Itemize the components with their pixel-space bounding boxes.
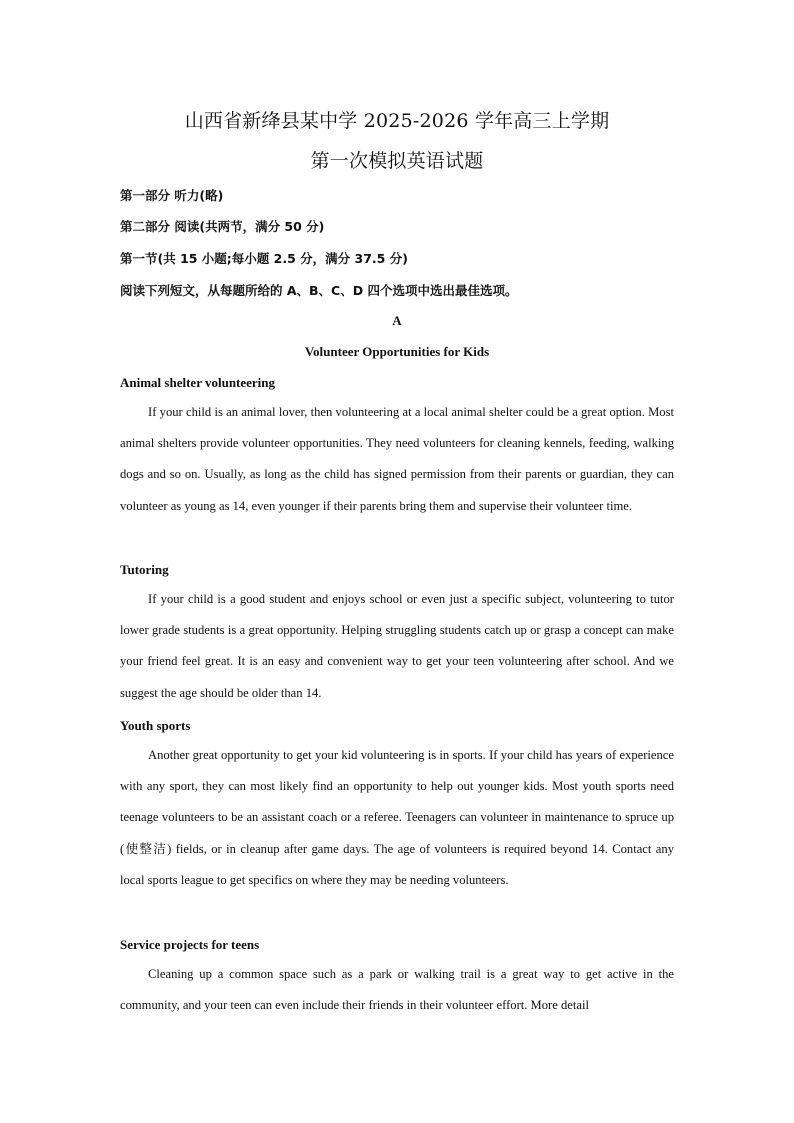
passage-title: Volunteer Opportunities for Kids [304,344,490,359]
exam-title-line1: 山西省新绛县某中学 2025-2026 学年高三上学期 [184,110,610,132]
part1-heading: 第一部分 听力(略) [120,188,224,203]
section-text-animal-shelter: If your child is an animal lover, then volunteering at a local animal shelter could be a great option. Most animal shelters provide volunteer opportunities. They need volunteers for cleaning kennels, feeding, walking dogs and so on. Usually, as long as the child has signed permission from their parents or guardian, they can volunteer as young as 14, even younger if their parents bring them and supervise their volunteer time. [120,405,674,513]
section-text-tutoring: If your child is a good student and enjoys school or even just a specific subject, volunteering to tutor lower grade students is a great opportunity. Helping struggling students catch up or grasp a concept can make your friend feel great. It is an easy and convenient way to get your teen volunteering after school. And we suggest the age should be older than 14. [120,592,674,700]
exam-title-line2: 第一次模拟英语试题 [310,150,484,172]
reading-instruction: 阅读下列短文，从每题所给的 A、B、C、D 四个选项中选出最佳选项。 [120,283,518,298]
section-heading-animal-shelter: Animal shelter volunteering [120,375,276,390]
section1-heading: 第一节(共 15 小题;每小题 2.5 分，满分 37.5 分) [120,251,408,266]
section-text-youth-sports: Another great opportunity to get your kid volunteering is in sports. If your child has years of experience with any sport, they can most likely find an opportunity to help out younger kids. Most youth sports need teenage volunteers to be an assistant coach or a referee. Teenagers can volunteer in maintenance to spruce up (使整洁) fields, or in cleanup after game days. The age of volunteers is required beyond 14. Contact any local sports league to get specifics on where they may be needing volunteers. [120,748,674,887]
section-heading-youth-sports: Youth sports [120,718,191,733]
section-heading-tutoring: Tutoring [120,562,169,577]
passage-letter: A [392,313,402,328]
section-heading-service-projects: Service projects for teens [120,937,260,952]
section-text-service-projects: Cleaning up a common space such as a park or walking trail is a great way to get active in the community, and your teen can even include their friends in their volunteer effort. More detail [120,967,674,1013]
part2-heading: 第二部分 阅读(共两节，满分 50 分) [120,219,325,234]
